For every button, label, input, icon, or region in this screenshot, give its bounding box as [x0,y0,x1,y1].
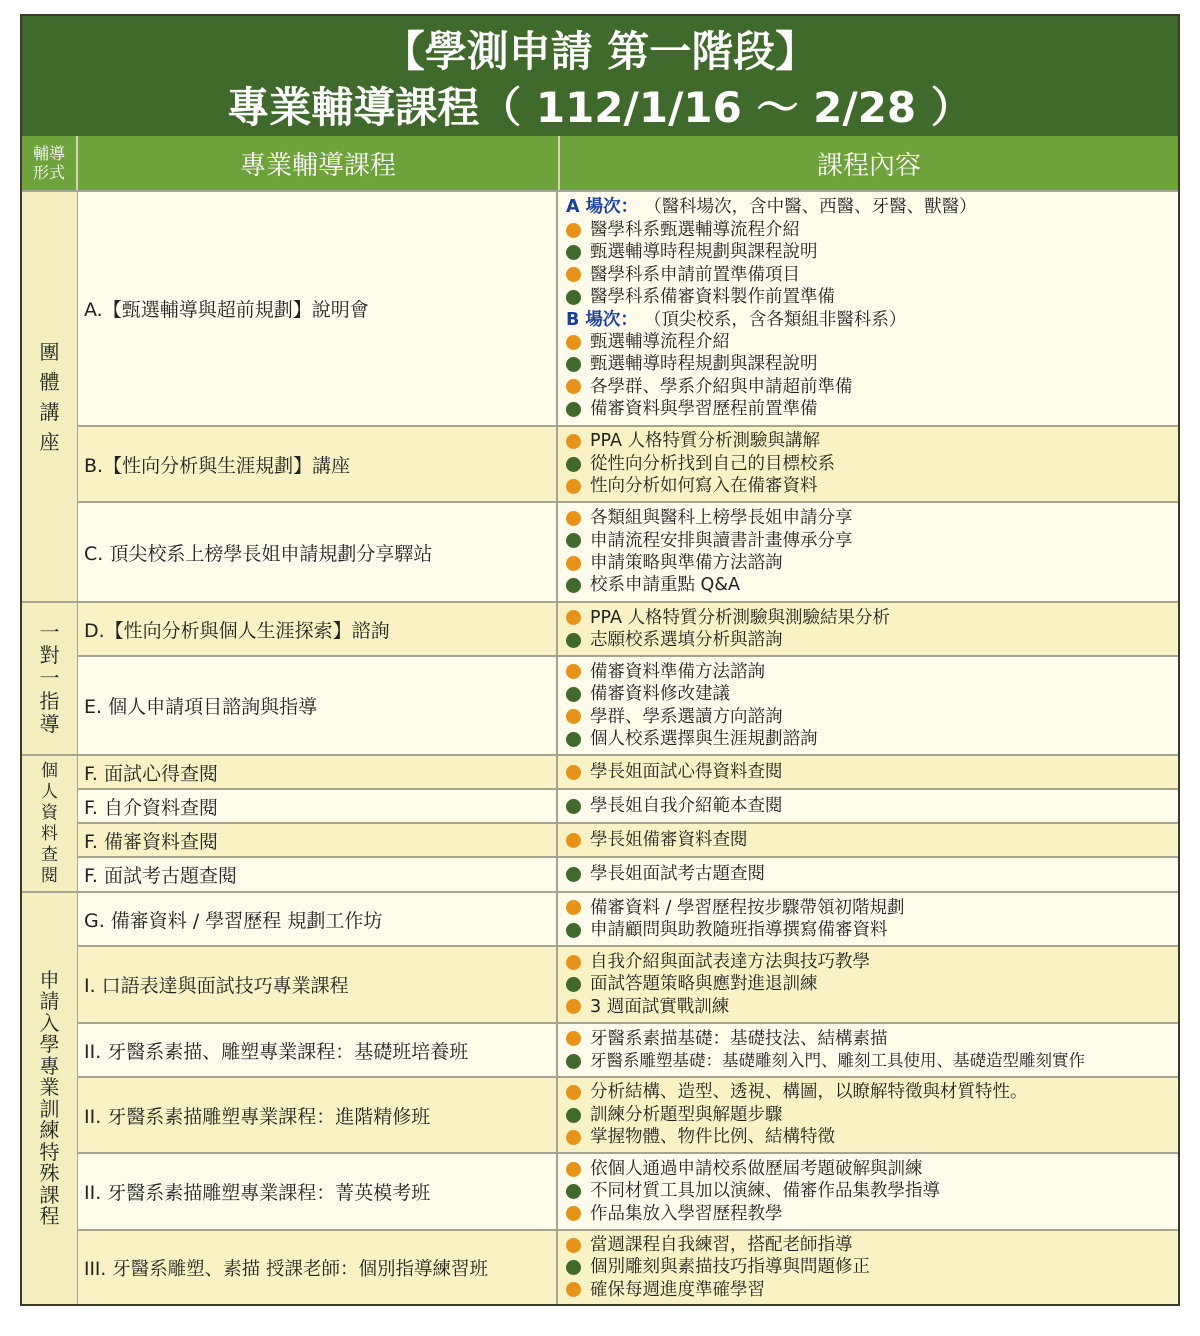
course-name: D.【性向分析與個人生涯探索】諮詢 [78,603,558,655]
course-name: F. 自介資料查閱 [78,790,558,822]
green-bullet-icon [566,977,581,992]
list-item [566,507,1178,529]
group-label: 團體講座 [39,339,60,454]
orange-bullet-icon [566,1238,581,1253]
list-item [566,1028,1178,1050]
list-item [566,241,1178,263]
course-name: I. 口語表達與面試技巧專業課程 [78,947,558,1022]
table-row [78,754,1178,788]
item-text: 甄選輔導流程介紹 [590,331,730,352]
list-item [566,353,1178,375]
course-name: II. 牙醫系素描雕塑專業課程：進階精修班 [78,1078,558,1152]
list-item [566,574,1178,596]
green-bullet-icon [566,687,581,702]
course-content [560,657,1178,754]
orange-bullet-icon [566,765,581,780]
item-text: 甄選輔導時程規劃與課程說明 [590,242,818,263]
list-item [566,1158,1178,1180]
course-name: II. 牙醫系素描、雕塑專業課程：基礎班培養班 [78,1024,558,1076]
item-text: 醫學科系甄選輔導流程介紹 [590,219,800,240]
item-text: 甄選輔導時程規劃與課程說明 [590,354,818,375]
item-text: 申請流程安排與讀書計畫傳承分享 [590,530,853,551]
green-bullet-icon [566,732,581,747]
item-text: 依個人通過申請校系做歷屆考題破解與訓練 [590,1158,923,1179]
header-course: 專業輔導課程 [78,136,560,190]
orange-bullet-icon [566,335,581,350]
table-row [78,655,1178,754]
item-text: 確保每週進度準確學習 [590,1279,765,1300]
orange-bullet-icon [566,556,581,571]
course-name: C. 頂尖校系上榜學長姐申請規劃分享驛站 [78,503,558,601]
orange-bullet-icon [566,511,581,526]
course-name: III. 牙醫系雕塑、素描 授課老師：個別指導練習班 [78,1231,558,1304]
item-text: 牙醫系雕塑基礎：基礎雕刻入門、雕刻工具使用、基礎造型雕刻實作 [590,1051,1085,1070]
item-text: 申請顧問與助教隨班指導撰寫備審資料 [590,920,888,940]
course-content [560,1231,1178,1304]
table-row [78,891,1178,945]
item-text: 學長姐自我介紹範本查閱 [590,795,783,816]
course-name: F. 面試考古題查閱 [78,858,558,891]
green-bullet-icon [566,245,581,260]
list-item [566,1234,1178,1256]
item-text: 掌握物體、物件比例、結構特徵 [590,1127,835,1148]
course-content [560,947,1178,1022]
item-text: 學長姐備審資料查閱 [590,829,748,850]
orange-bullet-icon [566,900,581,915]
list-item [566,219,1178,241]
session-note: （醫科場次，含中醫、西醫、牙醫、獸醫） [644,197,977,218]
item-text: 各學群、學系介紹與申請超前準備 [590,376,853,397]
table-row [78,501,1178,601]
item-text: 3 週面試實戰訓練 [590,996,730,1017]
item-text: 學群、學系選讀方向諮詢 [590,706,783,727]
list-item [566,897,1178,919]
green-bullet-icon [566,867,581,882]
course-content [560,858,1178,891]
session-heading [566,196,1178,218]
session-note: （頂尖校系，含各類組非醫科系） [643,309,907,330]
group-cell-special-training [22,891,78,1304]
course-name: B.【性向分析與生涯規劃】講座 [78,427,558,501]
orange-bullet-icon [566,1282,581,1297]
session-label: A 場次： [566,197,639,218]
green-bullet-icon [566,578,581,593]
list-item [566,1104,1178,1126]
table-row [78,822,1178,856]
list-item [566,629,1178,651]
item-text: 備審資料準備方法諮詢 [590,661,765,682]
green-bullet-icon [566,533,581,548]
course-name: E. 個人申請項目諮詢與指導 [78,657,558,754]
orange-bullet-icon [566,1031,581,1046]
list-item [566,453,1178,475]
green-bullet-icon [566,290,581,305]
course-name: F. 面試心得查閱 [78,756,558,788]
course-content [560,427,1178,501]
green-bullet-icon [566,633,581,648]
group-cell-group-lecture [22,190,78,601]
item-text: 從性向分析找到自己的目標校系 [590,453,835,474]
table-row [78,425,1178,501]
title-line-2: 專業輔導課程（ 112/1/16 ～ 2/28 ） [227,83,973,132]
item-text: 學長姐面試心得資料查閱 [590,761,783,782]
list-item [566,331,1178,353]
table-row [78,1022,1178,1076]
item-text: 個別雕刻與素描技巧指導與問題修正 [590,1257,870,1278]
item-text: 自我介紹與面試表達方法與技巧教學 [590,951,870,972]
green-bullet-icon [566,1184,581,1199]
course-content [560,503,1178,601]
item-text: 不同材質工具加以演練、備審作品集教學指導 [590,1181,940,1202]
item-text: PPA 人格特質分析測驗與講解 [590,431,821,452]
green-bullet-icon [566,357,581,372]
group-label: 申請入學專業訓練特殊課程 [39,967,60,1228]
item-text: PPA 人格特質分析測驗與測驗結果分析 [590,607,891,628]
item-text: 醫學科系備審資料製作前置準備 [590,287,835,308]
orange-bullet-icon [566,1085,581,1100]
table-row [78,856,1178,891]
orange-bullet-icon [566,1206,581,1221]
list-item [566,286,1178,308]
item-text: 備審資料 / 學習歷程按步驟帶領初階規劃 [590,897,905,918]
list-item [566,1180,1178,1202]
item-text: 作品集放入學習歷程教學 [590,1203,783,1224]
title-line-1: 【學測申請 第一階段】 [382,27,818,76]
orange-bullet-icon [566,223,581,238]
orange-bullet-icon [566,434,581,449]
item-text: 備審資料與學習歷程前置準備 [590,399,818,420]
item-text: 訓練分析題型與解題步驟 [590,1104,783,1125]
table-row [78,1152,1178,1229]
green-bullet-icon [566,799,581,814]
list-item [566,376,1178,398]
green-bullet-icon [566,1260,581,1275]
table-row [78,601,1178,655]
course-content [560,790,1178,822]
group-label: 個人資料查閱 [41,760,58,886]
list-item [566,706,1178,728]
green-bullet-icon [566,457,581,472]
table-row [78,1229,1178,1304]
course-content [560,192,1178,425]
item-text: 牙醫系素描基礎：基礎技法、結構素描 [590,1028,888,1049]
list-item [566,1126,1178,1148]
list-item [566,530,1178,552]
list-item [566,761,1178,783]
course-content [560,1154,1178,1229]
list-item [566,1050,1178,1072]
list-item [566,1081,1178,1103]
header-format-line-2: 形式 [32,163,65,182]
list-item [566,475,1178,497]
orange-bullet-icon [566,1130,581,1145]
orange-bullet-icon [566,955,581,970]
list-item [566,683,1178,705]
list-item [566,829,1178,851]
orange-bullet-icon [566,1162,581,1177]
green-bullet-icon [566,923,581,938]
list-item [566,728,1178,750]
list-item [566,1279,1178,1301]
course-content [560,1024,1178,1076]
course-name: A.【甄選輔導與超前規劃】說明會 [78,192,558,425]
orange-bullet-icon [566,999,581,1014]
session-heading [566,309,1178,331]
course-content [560,603,1178,655]
item-text: 志願校系選填分析與諮詢 [590,630,783,650]
list-item [566,398,1178,420]
table-row [78,945,1178,1022]
item-text: 申請策略與準備方法諮詢 [590,553,783,573]
group-cell-one-on-one [22,601,78,754]
course-content [560,756,1178,788]
list-item [566,552,1178,574]
item-text: 學長姐面試考古題查閱 [590,864,765,885]
list-item [566,264,1178,286]
list-item [566,863,1178,885]
item-text: 面試答題策略與應對進退訓練 [590,974,818,995]
list-item [566,1256,1178,1278]
header-content: 課程內容 [560,136,1178,190]
list-item [566,1203,1178,1225]
group-cell-personal-data [22,754,78,891]
title-banner [22,16,1178,136]
session-label: B 場次： [566,309,638,330]
orange-bullet-icon [566,664,581,679]
green-bullet-icon [566,1108,581,1123]
green-bullet-icon [566,402,581,417]
item-text: 備審資料修改建議 [590,684,730,705]
item-text: 校系申請重點 Q&A [590,575,740,596]
item-text: 分析結構、造型、透視、構圖，以瞭解特徵與材質特性。 [590,1082,1028,1103]
item-text: 醫學科系申請前置準備項目 [590,264,800,285]
list-item [566,430,1178,452]
table-row [78,788,1178,822]
list-item [566,996,1178,1018]
orange-bullet-icon [566,709,581,724]
course-content [560,824,1178,856]
orange-bullet-icon [566,610,581,625]
list-item [566,919,1178,941]
list-item [566,951,1178,973]
header-format-line-1: 輔導 [32,144,65,163]
table-row [78,1076,1178,1152]
list-item [566,795,1178,817]
orange-bullet-icon [566,267,581,282]
table-row [78,190,1178,425]
item-text: 當週課程自我練習，搭配老師指導 [590,1234,853,1255]
list-item [566,661,1178,683]
list-item [566,973,1178,995]
item-text: 性向分析如何寫入在備審資料 [590,476,818,497]
course-name: F. 備審資料查閱 [78,824,558,856]
orange-bullet-icon [566,379,581,394]
header-format [22,136,78,190]
course-name: G. 備審資料 / 學習歷程 規劃工作坊 [78,893,558,945]
green-bullet-icon [566,1054,581,1069]
course-content [560,893,1178,945]
orange-bullet-icon [566,833,581,848]
course-content [560,1078,1178,1152]
course-table [20,14,1180,1306]
item-text: 個人校系選擇與生涯規劃諮詢 [590,728,818,749]
group-label: 一對一指導 [39,620,60,736]
course-name: II. 牙醫系素描雕塑專業課程：菁英模考班 [78,1154,558,1229]
item-text: 各類組與醫科上榜學長姐申請分享 [590,508,853,529]
orange-bullet-icon [566,479,581,494]
list-item [566,607,1178,629]
